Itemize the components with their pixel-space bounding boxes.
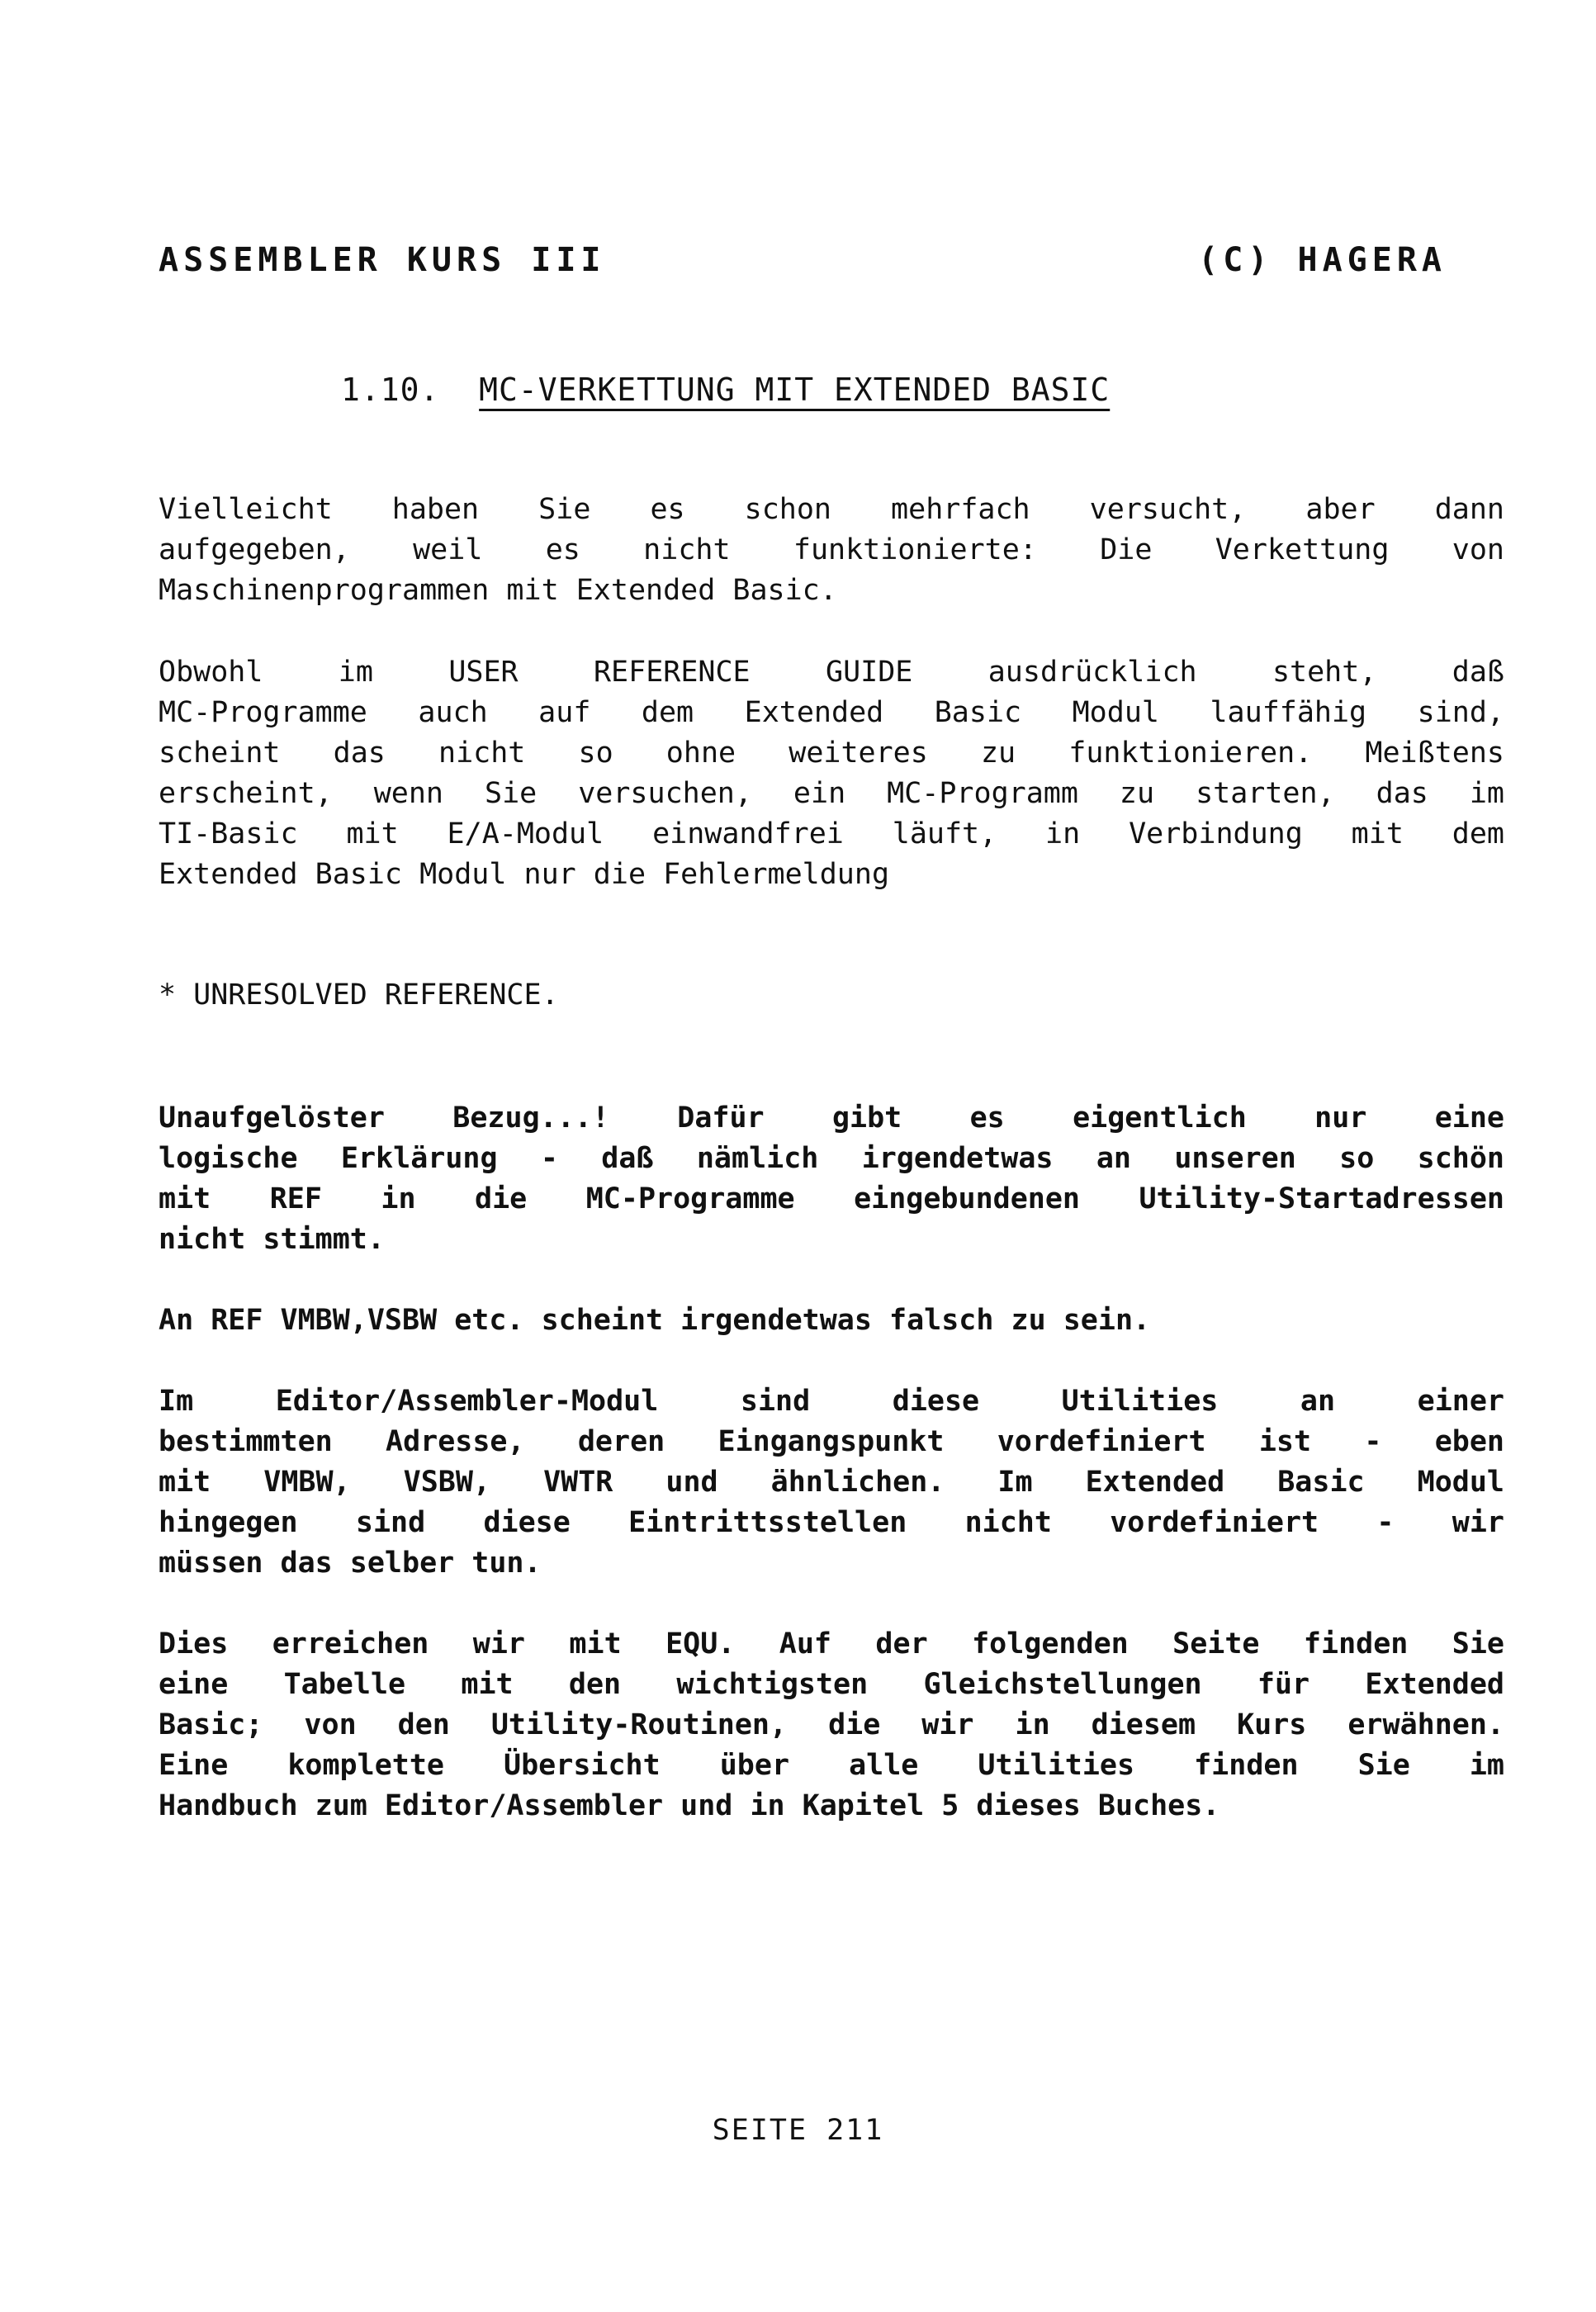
- paragraph-line: mit REF in die MC-Programme eingebundenen Utility-Startadressen: [159, 1182, 1504, 1215]
- page-number: SEITE 211: [712, 2114, 884, 2147]
- section-number: 1.10.: [341, 372, 440, 408]
- paragraph-line: Handbuch zum Editor/Assembler und in Kapitel 5 dieses Buches.: [159, 1789, 1220, 1822]
- header-course-title: ASSEMBLER KURS III: [159, 241, 606, 279]
- section-heading: [341, 372, 1110, 408]
- paragraph-line: Maschinenprogrammen mit Extended Basic.: [159, 574, 837, 607]
- paragraph-line: An REF VMBW,VSBW etc. scheint irgendetwas falsch zu sein.: [159, 1304, 1151, 1337]
- error-message: * UNRESOLVED REFERENCE.: [159, 978, 559, 1012]
- paragraph-line: aufgegeben, weil es nicht funktionierte: Die Verkettung von: [159, 533, 1504, 566]
- paragraph-line: Unaufgelöster Bezug...! Dafür gibt es eigentlich nur eine: [159, 1102, 1504, 1135]
- header-copyright: (C) HAGERA: [1198, 241, 1447, 279]
- paragraph-intro: [159, 490, 1504, 611]
- paragraph-line: eine Tabelle mit den wichtigsten Gleichstellungen für Extended: [159, 1668, 1504, 1701]
- paragraph-line: scheint das nicht so ohne weiteres zu funktionieren. Meißtens: [159, 737, 1504, 770]
- paragraph-line: MC-Programme auch auf dem Extended Basic Modul lauffähig sind,: [159, 696, 1504, 729]
- paragraph-line: TI-Basic mit E/A-Modul einwandfrei läuft, in Verbindung mit dem: [159, 817, 1504, 850]
- paragraph-line: Obwohl im USER REFERENCE GUIDE ausdrücklich steht, daß: [159, 656, 1504, 689]
- paragraph-line: logische Erklärung - daß nämlich irgendetwas an unseren so schön: [159, 1142, 1504, 1175]
- paragraph-line: Im Editor/Assembler-Modul sind diese Utilities an einer: [159, 1385, 1504, 1418]
- paragraph-line: erscheint, wenn Sie versuchen, ein MC-Programm zu starten, das im: [159, 777, 1504, 810]
- page-header: [159, 241, 1447, 279]
- paragraph-line: nicht stimmt.: [159, 1223, 385, 1256]
- paragraph-equ: [159, 1624, 1504, 1826]
- paragraph-user-guide: [159, 652, 1504, 895]
- paragraph-line: Vielleicht haben Sie es schon mehrfach versucht, aber dann: [159, 493, 1504, 526]
- paragraph-line: hingegen sind diese Eintrittsstellen nicht vordefiniert - wir: [159, 1506, 1504, 1539]
- paragraph-unresolved: [159, 1098, 1504, 1260]
- paragraph-ref: [159, 1300, 1504, 1341]
- paragraph-line: bestimmten Adresse, deren Eingangspunkt vordefiniert ist - eben: [159, 1425, 1504, 1458]
- paragraph-editor-assembler: [159, 1381, 1504, 1584]
- paragraph-line: Basic; von den Utility-Routinen, die wir in diesem Kurs erwähnen.: [159, 1708, 1504, 1741]
- paragraph-line: Eine komplette Übersicht über alle Utilities finden Sie im: [159, 1749, 1504, 1782]
- paragraph-line: Extended Basic Modul nur die Fehlermeldung: [159, 858, 890, 891]
- paragraph-line: Dies erreichen wir mit EQU. Auf der folgenden Seite finden Sie: [159, 1627, 1504, 1661]
- paragraph-line: mit VMBW, VSBW, VWTR und ähnlichen. Im Extended Basic Modul: [159, 1466, 1504, 1499]
- section-title: MC-VERKETTUNG MIT EXTENDED BASIC: [479, 372, 1111, 408]
- paragraph-line: müssen das selber tun.: [159, 1547, 542, 1580]
